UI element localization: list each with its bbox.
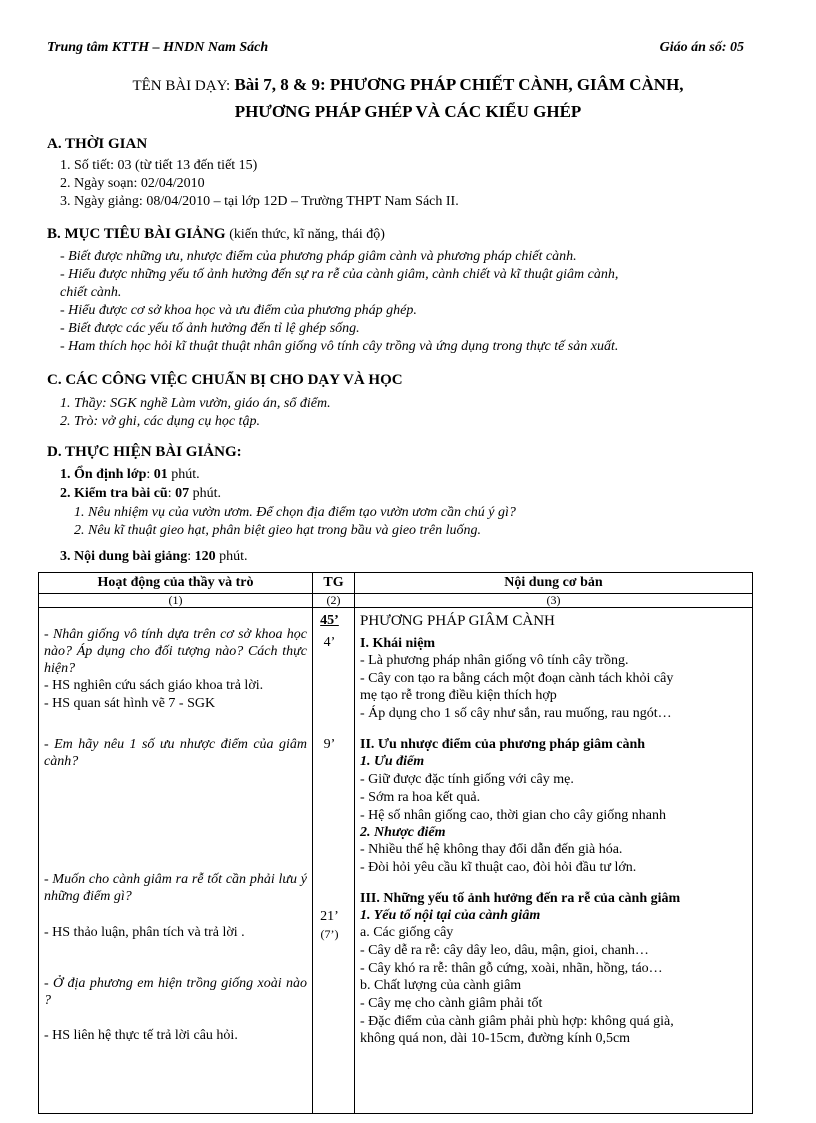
content-section-heading: III. Những yếu tố ảnh hưởng đến ra rễ của cành giâm (360, 891, 681, 906)
section-b-item: - Biết được những ưu, nhược điểm của phương pháp giâm cành và phương pháp chiết cành. (60, 249, 577, 264)
section-b-item: - Biết được các yếu tố ảnh hưởng đến tỉ lệ ghép sống. (60, 321, 360, 336)
review-questions (74, 504, 756, 540)
step-2-sep: : (167, 486, 176, 501)
activity-cell (39, 608, 313, 1114)
content-cell (355, 608, 753, 1114)
content-line: - Giữ được đặc tính giống với cây mẹ. (360, 772, 574, 787)
section-c-heading: C. CÁC CÔNG VIỆC CHUẨN BỊ CHO DẠY VÀ HỌC (47, 372, 403, 388)
title-line1: Bài 7, 8 & 9: PHƯƠNG PHÁP CHIẾT CÀNH, GIÂM CÀNH, (234, 75, 684, 94)
review-question: 2. Nêu kĩ thuật gieo hạt, phân biệt gieo hạt trong bầu và gieo trên luống. (74, 523, 481, 538)
section-a-item: 2. Ngày soạn: 02/04/2010 (60, 176, 205, 191)
header-left: Trung tâm KTTH – HNDN Nam Sách (47, 40, 269, 55)
section-b-note: (kiến thức, kĩ năng, thái độ) (229, 227, 385, 242)
title-line2: PHƯƠNG PHÁP GHÉP VÀ CÁC KIỂU GHÉP (234, 102, 582, 121)
col-number-1: (1) (39, 594, 313, 608)
content-line: - Đòi hỏi yêu cầu kĩ thuật cao, đòi hỏi đầu tư lớn. (360, 860, 637, 875)
time-value: 4’ (323, 635, 336, 650)
student-activity: - HS thảo luận, phân tích và trả lời . (44, 925, 245, 940)
header-activity: Hoạt động của thầy và trò (39, 573, 313, 594)
section-b-list (60, 248, 766, 356)
review-question: 1. Nêu nhiệm vụ của vườn ươm. Để chọn địa điểm tạo vườn ươm cần chú ý gì? (74, 505, 516, 520)
content-main-heading: PHƯƠNG PHÁP GIÂM CÀNH (360, 613, 555, 629)
content-line: - Cây dễ ra rễ: cây dây leo, dâu, mận, gioi, chanh… (360, 943, 649, 958)
col-number-2: (2) (313, 594, 355, 608)
content-subheading: 2. Nhược điểm (360, 825, 446, 840)
section-c-item: 1. Thầy: SGK nghề Làm vườn, giáo án, sổ điểm. (60, 396, 331, 411)
content-subheading: 1. Ưu điểm (360, 754, 425, 769)
content-section-heading: II. Ưu nhược điểm của phương pháp giâm cành (360, 737, 646, 752)
content-subheading: 1. Yếu tố nội tại của cành giâm (360, 908, 541, 923)
table-number-row (39, 594, 753, 608)
section-b-item: - Hiểu được cơ sở khoa học và ưu điểm của phương pháp ghép. (60, 303, 417, 318)
content-line: - Nhiều thế hệ không thay đổi dẫn đến già hóa. (360, 842, 623, 857)
step-1 (60, 466, 200, 484)
header-time: TG (313, 573, 355, 594)
content-line: - Áp dụng cho 1 số cây như sắn, rau muống, rau ngót… (360, 706, 672, 721)
section-b-title: B. MỤC TIÊU BÀI GIẢNG (47, 226, 226, 242)
step-3 (60, 548, 248, 566)
teacher-question: - Em hãy nêu 1 số ưu nhược điểm của giâm cành? (44, 737, 307, 769)
section-a-heading: A. THỜI GIAN (47, 136, 148, 152)
student-activity: - HS quan sát hình vẽ 7 - SGK (44, 696, 216, 711)
section-d-heading: D. THỰC HIỆN BÀI GIẢNG: (47, 444, 242, 460)
section-a-item: 1. Số tiết: 03 (từ tiết 13 đến tiết 15) (60, 158, 258, 173)
time-total: 45’ (320, 613, 339, 628)
title-prefix: TÊN BÀI DẠY: (132, 78, 231, 94)
step-1-label: 1. Ổn định lớp (60, 467, 147, 482)
step-2-label: 2. Kiểm tra bài cũ (60, 486, 168, 501)
step-1-value: 01 (153, 467, 168, 482)
time-value: (7’) (320, 927, 339, 941)
student-activity: - HS nghiên cứu sách giáo khoa trả lời. (44, 678, 264, 693)
lesson-title (0, 72, 816, 125)
step-3-sep: : (187, 549, 195, 564)
student-activity: - HS liên hệ thực tế trả lời câu hỏi. (44, 1028, 238, 1043)
content-line: a. Các giống cây (360, 925, 454, 940)
step-2 (60, 485, 221, 503)
step-3-label: 3. Nội dung bài giảng (60, 549, 188, 564)
step-2-value: 07 (175, 486, 190, 501)
step-1-sep: : (146, 467, 154, 482)
time-value: 21’ (320, 909, 339, 924)
section-a-item: 3. Ngày giảng: 08/04/2010 – tại lớp 12D – Trường THPT Nam Sách II. (60, 194, 459, 209)
content-line: không quá non, dài 10-15cm, đường kính 0,5cm (360, 1031, 631, 1046)
section-b-item: chiết cành. (60, 285, 122, 300)
header-content: Nội dung cơ bản (355, 573, 753, 594)
section-b-heading (47, 226, 385, 243)
time-value: 9’ (323, 737, 336, 752)
content-line: - Đặc điểm của cành giâm phải phù hợp: không quá già, (360, 1014, 674, 1029)
content-line: - Sớm ra hoa kết quả. (360, 790, 481, 805)
time-cell (313, 608, 355, 1114)
section-c-item: 2. Trò: vở ghi, các dụng cụ học tập. (60, 414, 260, 429)
content-line: - Cây khó ra rễ: thân gỗ cứng, xoài, nhãn, hồng, táo… (360, 961, 663, 976)
content-line: - Là phương pháp nhân giống vô tính cây trồng. (360, 653, 629, 668)
content-line: - Cây con tạo ra bằng cách một đoạn cành tách khỏi cây (360, 671, 674, 686)
teacher-question: - Ở địa phương em hiện trồng giống xoài nào ? (44, 976, 307, 1008)
step-3-value: 120 (194, 549, 216, 564)
step-1-unit: phút. (167, 467, 200, 482)
table-row (39, 608, 753, 1114)
lesson-table (38, 572, 753, 1114)
teacher-question: - Muốn cho cành giâm ra rễ tốt cần phải lưu ý những điểm gì? (44, 872, 307, 904)
section-a-list (60, 157, 756, 211)
table-header-row (39, 573, 753, 594)
content-section-heading: I. Khái niệm (360, 636, 436, 651)
content-line: - Cây mẹ cho cành giâm phải tốt (360, 996, 543, 1011)
step-2-unit: phút. (189, 486, 221, 501)
step-3-unit: phút. (215, 549, 248, 564)
section-b-item: - Ham thích học hỏi kĩ thuật thuật nhân giống vô tính cây trồng và ứng dụng trong thực tế sản xuất. (60, 339, 619, 354)
page-header (47, 40, 744, 56)
content-line: mẹ tạo rễ trong điều kiện thích hợp (360, 688, 557, 703)
section-c-list (60, 395, 756, 431)
col-number-3: (3) (355, 594, 753, 608)
header-right: Giáo án số: 05 (659, 40, 744, 55)
teacher-question: - Nhân giống vô tính dựa trên cơ sở khoa học nào? Áp dụng cho đối tượng nào? Cách thực hiện? (44, 627, 307, 676)
content-line: - Hệ số nhân giống cao, thời gian cho cây giống nhanh (360, 808, 666, 823)
content-line: b. Chất lượng của cành giâm (360, 978, 522, 993)
section-b-item: - Hiểu được những yếu tố ảnh hưởng đến sự ra rễ của cành giâm, cành chiết và kĩ thuật giâm cành, (60, 267, 619, 282)
